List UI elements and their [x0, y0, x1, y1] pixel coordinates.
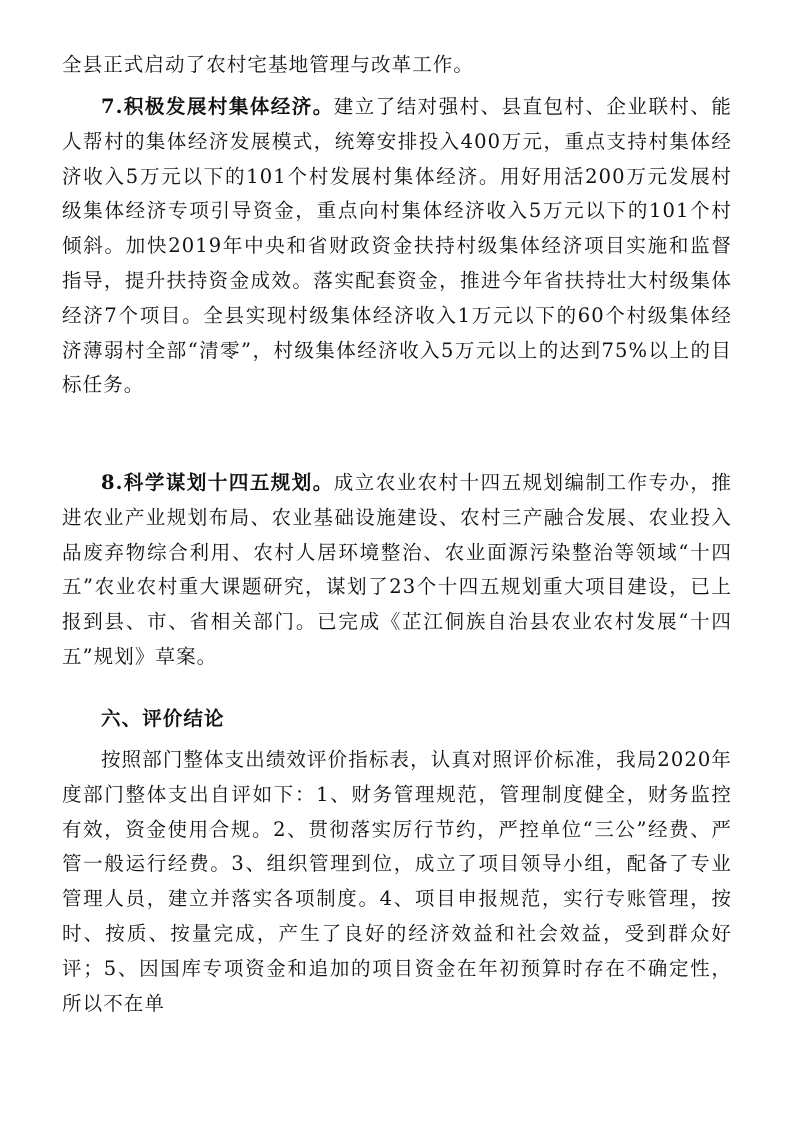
paragraph-title: 8.科学谋划十四五规划。 [101, 471, 334, 494]
paragraph-text: 全县正式启动了农村宅基地管理与改革工作。 [62, 53, 475, 76]
paragraph-evaluation [62, 743, 732, 1021]
paragraph-collective-economy [62, 90, 732, 403]
paragraph-text: 成立农业农村十四五规划编制工作专办，推进农业产业规划布局、农业基础设施建设、农村三产融合发展、农业投入品废弃物综合利用、农村人居环境整治、农业面源污染整治等领域“十四五”农业农村重大课题研究，谋划了23个十四五规划重大项目建设，已上报到县、市、省相关部门。已完成《芷江侗族自治县农业农村发展“十四五”规划》草案。 [62, 471, 732, 668]
section-heading: 六、评价结论 [101, 707, 225, 730]
paragraph-title: 7.积极发展村集体经济。 [101, 95, 334, 118]
paragraph-text: 按照部门整体支出绩效评价指标表，认真对照评价标准，我局2020年度部门整体支出自评如下：1、财务管理规范，管理制度健全，财务监控有效，资金使用合规。2、贯彻落实厉行节约，严控单位“三公”经费、严管一般运行经费。3、组织管理到位，成立了项目领导小组，配备了专业管理人员，建立并落实各项制度。4、项目申报规范，实行专账管理，按时、按质、按量完成，产生了良好的经济效益和社会效益，受到群众好评；5、因国库专项资金和追加的项目资金在年初预算时存在不确定性，所以不在单 [62, 748, 732, 1015]
paragraph-planning [62, 466, 732, 675]
paragraph-continuation [62, 48, 732, 83]
paragraph-text: 建立了结对强村、县直包村、企业联村、能人帮村的集体经济发展模式，统筹安排投入400万元，重点支持村集体经济收入5万元以下的101个村发展村集体经济。用好用活200万元发展村级集体经济专项引导资金，重点向村集体经济收入5万元以下的101个村倾斜。加快2019年中央和省财政资金扶持村级集体经济项目实施和监督指导，提升扶持资金成效。落实配套资金，推进今年省扶持壮大村级集体经济7个项目。全县实现村级集体经济收入1万元以下的60个村级集体经济薄弱村全部“清零”，村级集体经济收入5万元以上的达到75%以上的目标任务。 [62, 95, 732, 397]
